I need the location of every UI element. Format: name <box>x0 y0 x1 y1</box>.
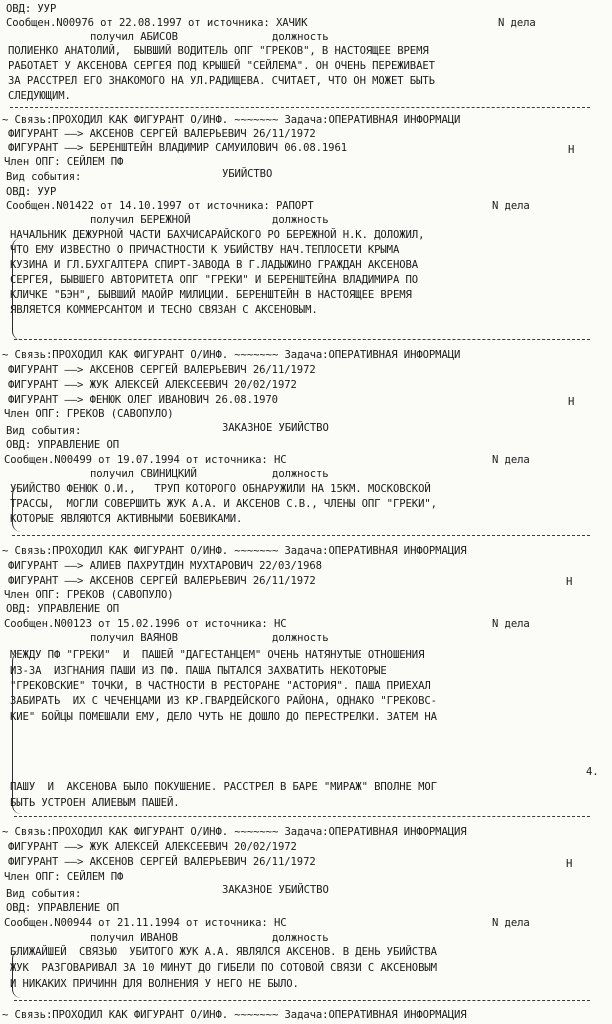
link-line: ~ Связь:ПРОХОДИЛ КАК ФИГУРАНТ О/ИНФ. ~~~~~~~ Задача:ОПЕРАТИВНАЯ ИНФОРМАЦИЯ <box>2 826 467 838</box>
case-label: N дела <box>492 917 530 929</box>
body-line: СЕРГЕЯ, БЫВШЕГО АВТОРИТЕТА ОПГ "ГРЕКИ" И БЕРЕНШТЕЙНА ВЛАДИМИРА ПО <box>10 274 419 286</box>
mark-h: Н <box>566 576 573 588</box>
org-line: ОВД: УУР <box>6 3 57 15</box>
message-line: Сообщен.N00123 от 15.02.1996 от источника: НС <box>4 618 287 630</box>
body-line: ТРАССЫ, МОГЛИ СОВЕРШИТЬ ЖУК А.А. И АКСЕНОВ С.В., ЧЛЕНЫ ОПГ "ГРЕКИ", <box>10 498 437 510</box>
body-line: СЛЕДУЮЩИМ. <box>8 90 71 102</box>
event-label: Вид события: <box>6 425 82 437</box>
figurant-line: ФИГУРАНТ ——> ЖУК АЛЕКСЕЙ АЛЕКСЕЕВИЧ 20/02/1972 <box>8 841 297 853</box>
body-line: ЗАБИРАТЬ ИХ С ЧЕЧЕНЦАМИ ИЗ КР.ГВАРДЕЙСКОГО РАЙОНА, ОДНАКО "ГРЕКОВС- <box>10 695 437 707</box>
org-line: ОВД: УПРАВЛЕНИЕ ОП <box>6 902 120 914</box>
event-label: Вид события: <box>6 888 82 900</box>
org-line: ОВД: УУР <box>6 186 57 198</box>
body-line: НАЧАЛЬНИК ДЕЖУРНОЙ ЧАСТИ БАХЧИСАРАЙСКОГО РО БЕРЕЖНОЙ Н.К. ДОЛОЖИЛ, <box>10 229 425 241</box>
body-line: КЛИЧКЕ "БЭН", БЫВШИЙ МАОЙР МИЛИЦИИ. БЕРЕНШТЕЙН В НАСТОЯЩЕЕ ВРЕМЯ <box>10 289 412 301</box>
link-line: ~ Связь:ПРОХОДИЛ КАК ФИГУРАНТ О/ИНФ. ~~~~~~~ Задача:ОПЕРАТИВНАЯ ИНФОРМАЦИ <box>2 114 461 126</box>
figurant-line: ФИГУРАНТ ——> АКСЕНОВ СЕРГЕЙ ВАЛЕРЬЕВИЧ 26/11/1972 <box>8 575 316 587</box>
event-value: ЗАКАЗНОЕ УБИЙСТВО <box>222 884 329 896</box>
body-line: УБИЙСТВО ФЕНЮК О.И., ТРУП КОТОРОГО ОБНАРУЖИЛИ НА 15КМ. МОСКОВСКОЙ <box>10 483 431 495</box>
member-line: Член ОПГ: ГРЕКОВ (САВОПУЛО) <box>4 589 174 601</box>
figurant-line: ФИГУРАНТ ——> АКСЕНОВ СЕРГЕЙ ВАЛЕРЬЕВИЧ 26/11/1972 <box>8 856 316 868</box>
body-line: ЖУК РАЗГОВАРИВАЛ ЗА 10 МИНУТ ДО ГИБЕЛИ ПО СОТОВОЙ СВЯЗИ С АКСЕНОВЫМ <box>10 962 437 974</box>
link-line: ~ Связь:ПРОХОДИЛ КАК ФИГУРАНТ О/ИНФ. ~~~~~~~ Задача:ОПЕРАТИВНАЯ ИНФОРМАЦИ <box>2 349 461 361</box>
body-line: РАБОТАЕТ У АКСЕНОВА СЕРГЕЯ ПОД КРЫШЕЙ "СЕЙЛЕМА". ОН ОЧЕНЬ ПЕРЕЖИВАЕТ <box>8 60 435 72</box>
body-line: ПАШУ И АКСЕНОВА БЫЛО ПОКУШЕНИЕ. РАССТРЕЛ В БАРЕ "МИРАЖ" ВПОЛНЕ МОГ <box>10 781 437 793</box>
body-line: БЫТЬ УСТРОЕН АЛИЕВЫМ ПАШЕЙ. <box>10 797 180 809</box>
body-line: "ГРЕКОВСКИЕ" ТОЧКИ, В ЧАСТНОСТИ В РЕСТОРАНЕ "АСТОРИЯ". ПАША ПРИЕХАЛ <box>10 680 431 692</box>
message-line: Сообщен.N00499 от 19.07.1994 от источника: НС <box>4 454 287 466</box>
received-line: получил АБИСОВ должность <box>90 31 329 43</box>
body-line: КУЗИНА И ГЛ.БУХГАЛТЕРА СПИРТ-ЗАВОДА В Г.ЛАДЫЖИНО ГРАЖДАН АКСЕНОВА <box>10 259 419 271</box>
body-line: И НИКАКИХ ПРИЧИНН ДЛЯ ВОЛНЕНИЯ У НЕГО НЕ БЫЛО. <box>10 978 299 990</box>
link-line: ~ Связь:ПРОХОДИЛ КАК ФИГУРАНТ О/ИНФ. ~~~~~~~ Задача:ОПЕРАТИВНАЯ ИНФОРМАЦИЯ <box>2 545 467 557</box>
org-line: ОВД: УПРАВЛЕНИЕ ОП <box>6 603 120 615</box>
body-line: БЛИЖАЙШЕЙ СВЯЗЬЮ УБИТОГО ЖУК А.А. ЯВЛЯЛСЯ АКСЕНОВ. В ДЕНЬ УБИЙСТВА <box>10 946 437 958</box>
message-line: Сообщен.N00944 от 21.11.1994 от источника: НС <box>4 917 287 929</box>
case-label: N дела <box>492 200 530 212</box>
body-line: ЯВЛЯЕТСЯ КОММЕРСАНТОМ И ТЕСНО СВЯЗАН С АКСЕНОВЫМ. <box>10 304 318 316</box>
page-number: 4. <box>586 766 599 778</box>
figurant-line: ФИГУРАНТ ——> АЛИЕВ ПАХРУТДИН МУХТАРОВИЧ 22/03/1968 <box>8 560 322 572</box>
body-line: МЕЖДУ ПФ "ГРЕКИ" И ПАШЕЙ "ДАГЕСТАНЦЕМ" ОЧЕНЬ НАТЯНУТЫЕ ОТНОШЕНИЯ <box>10 649 425 661</box>
member-line: Член ОПГ: СЕЙЛЕМ ПФ <box>4 156 124 168</box>
mark-h: Н <box>566 858 573 870</box>
body-line: ЧТО ЕМУ ИЗВЕСТНО О ПРИЧАСТНОСТИ К УБИЙСТВУ НАЧ.ТЕПЛОСЕТИ КРЫМА <box>10 244 400 256</box>
message-line: Сообщен.N00976 от 22.08.1997 от источника: ХАЧИК <box>6 17 308 29</box>
section-divider <box>10 107 590 108</box>
figurant-line: ФИГУРАНТ ——> ЖУК АЛЕКСЕЙ АЛЕКСЕЕВИЧ 20/02/1972 <box>8 379 297 391</box>
case-label: N дела <box>498 17 536 29</box>
figurant-line: ФИГУРАНТ ——> АКСЕНОВ СЕРГЕЙ ВАЛЕРЬЕВИЧ 26/11/1972 <box>8 364 316 376</box>
body-line: ИЗ-ЗА ИЗГНАНИЯ ПАШИ ИЗ ПФ. ПАША ПЫТАЛСЯ ЗАХВАТИТЬ НЕКОТОРЫЕ <box>10 665 387 677</box>
message-line: Сообщен.N01422 от 14.10.1997 от источника: РАПОРТ <box>6 200 314 212</box>
section-divider <box>14 339 590 340</box>
body-line: КОТОРЫЕ ЯВЛЯЮТСЯ АКТИВНЫМИ БОЕВИКАМИ. <box>10 513 243 525</box>
received-line: получил ВАЯНОВ должность <box>90 632 329 644</box>
figurant-line: ФИГУРАНТ ——> АКСЕНОВ СЕРГЕЙ ВАЛЕРЬЕВИЧ 26/11/1972 <box>8 128 316 140</box>
received-line: получил БЕРЕЖНОЙ должность <box>90 214 329 226</box>
figurant-line: ФИГУРАНТ ——> ФЕНЮК ОЛЕГ ИВАНОВИЧ 26.08.1970 <box>8 394 278 406</box>
member-line: Член ОПГ: СЕЙЛЕМ ПФ <box>4 871 124 883</box>
org-line: ОВД: УПРАВЛЕНИЕ ОП <box>6 439 120 451</box>
event-value: УБИЙСТВО <box>222 168 273 180</box>
event-value: ЗАКАЗНОЕ УБИЙСТВО <box>222 422 329 434</box>
section-divider <box>12 535 590 536</box>
received-line: получил СВИНИЦКИЙ должность <box>90 468 329 480</box>
body-line: ПОЛИЕНКО АНАТОЛИЙ, БЫВШИЙ ВОДИТЕЛЬ ОПГ "ГРЕКОВ", В НАСТОЯЩЕЕ ВРЕМЯ <box>8 45 429 57</box>
member-line: Член ОПГ: ГРЕКОВ (САВОПУЛО) <box>4 408 174 420</box>
received-line: получил ИВАНОВ должность <box>90 932 329 944</box>
section-divider <box>14 1000 590 1001</box>
case-label: N дела <box>492 618 530 630</box>
event-label: Вид события: <box>6 171 82 183</box>
section-divider <box>14 816 590 817</box>
mark-h: Н <box>568 396 575 408</box>
body-line: ЗА РАССТРЕЛ ЕГО ЗНАКОМОГО НА УЛ.РАДИЩЕВА. СЧИТАЕТ, ЧТО ОН МОЖЕТ БЫТЬ <box>8 75 435 87</box>
case-label: N дела <box>492 454 530 466</box>
mark-h: Н <box>568 144 575 156</box>
link-line: ~ Связь:ПРОХОДИЛ КАК ФИГУРАНТ О/ИНФ. ~~~~~~~ Задача:ОПЕРАТИВНАЯ ИНФОРМАЦИЯ <box>2 1009 467 1021</box>
figurant-line: ФИГУРАНТ ——> БЕРЕНШТЕЙН ВЛАДИМИР САМУИЛОВИЧ 06.08.1961 <box>8 142 348 154</box>
body-line: КИЕ" БОЙЦЫ ПОМЕШАЛИ ЕМУ, ДЕЛО ЧУТЬ НЕ ДОШЛО ДО ПЕРЕСТРЕЛКИ. ЗАТЕМ НА <box>10 711 437 723</box>
